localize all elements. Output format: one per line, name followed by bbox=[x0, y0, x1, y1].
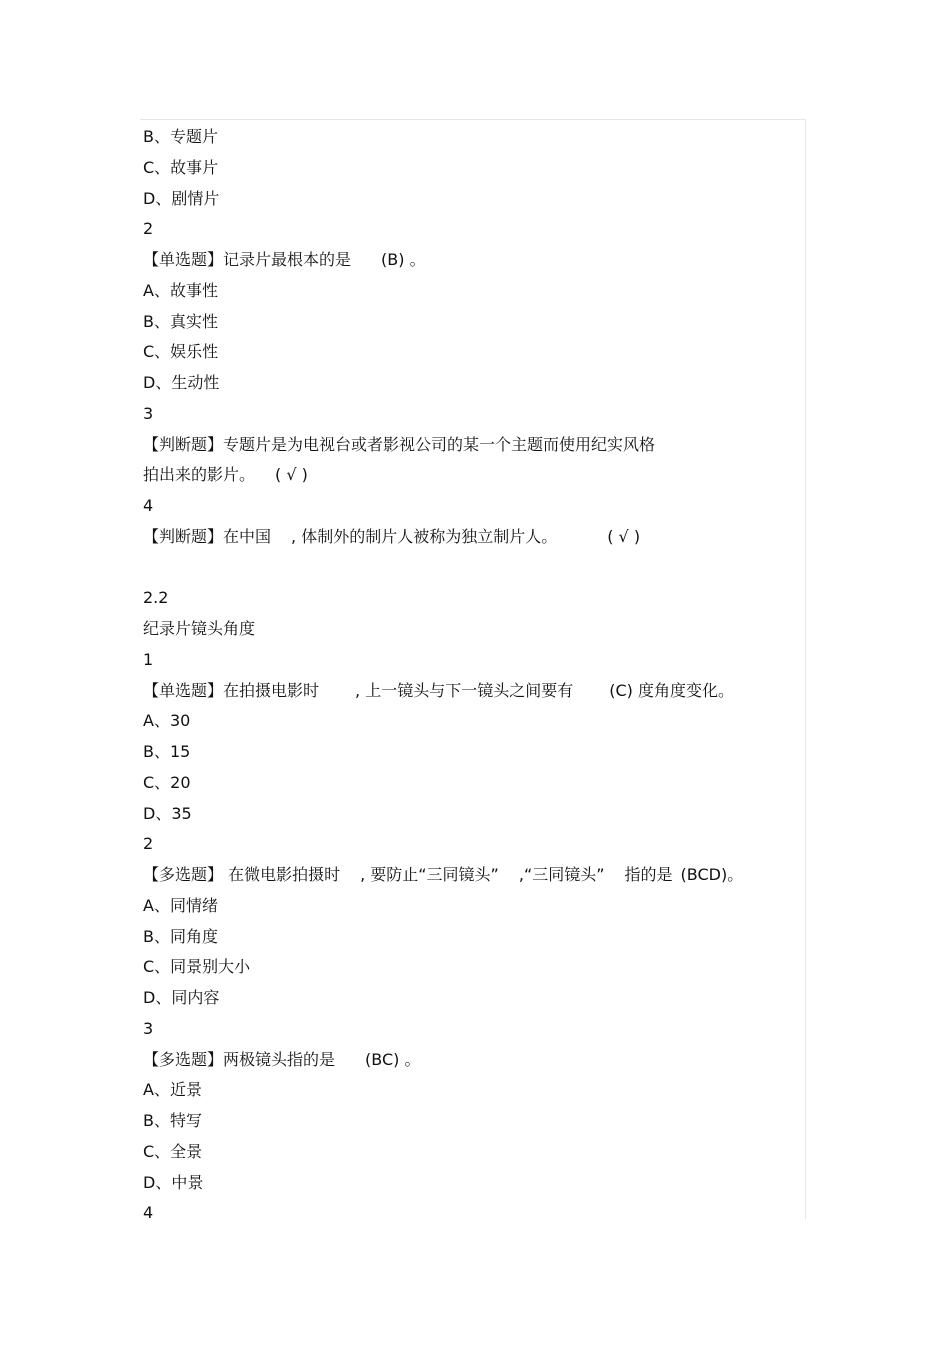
option-a: A、故事性 bbox=[143, 280, 218, 300]
option-c: C、同景别大小 bbox=[143, 957, 251, 977]
question-text bbox=[143, 860, 823, 891]
section-number: 2.2 bbox=[143, 588, 169, 608]
question-text bbox=[143, 245, 823, 276]
section-title: 纪录片镜头角度 bbox=[143, 619, 256, 638]
question-stem-continued: , 要防止“三同镜头” bbox=[360, 865, 499, 884]
option-c: C、全景 bbox=[143, 1141, 203, 1161]
option-c-gushipian: C、故事片 bbox=[143, 157, 219, 177]
question-answer: (C) 度角度变化。 bbox=[609, 680, 734, 700]
question-number: 1 bbox=[143, 649, 154, 669]
question-answer: ( √ ) bbox=[275, 465, 308, 485]
question-number: 4 bbox=[143, 496, 154, 515]
question-answer: (BCD)。 bbox=[680, 865, 744, 884]
question-answer: (B) 。 bbox=[381, 250, 426, 269]
question-stem-continued: , 体制外的制片人被称为独立制片人。 bbox=[291, 526, 558, 546]
blank-line bbox=[143, 553, 823, 584]
question-stem: 【单选题】记录片最根本的是 bbox=[143, 250, 352, 269]
option-b: B、15 bbox=[143, 742, 191, 761]
question-stem: 【单选题】在拍摄电影时 bbox=[143, 680, 320, 700]
option-a: A、近景 bbox=[143, 1080, 202, 1100]
question-stem-continued: , 上一镜头与下一镜头之间要有 bbox=[355, 680, 574, 700]
option-a: A、同情绪 bbox=[143, 895, 218, 915]
question-text bbox=[143, 522, 823, 553]
question-stem: 【多选题】 在微电影拍摄时 bbox=[143, 865, 341, 884]
question-stem: 【判断题】在中国 bbox=[143, 526, 272, 546]
option-b: B、特写 bbox=[143, 1111, 202, 1130]
document-body bbox=[143, 122, 823, 1229]
question-text bbox=[143, 676, 823, 707]
option-b: B、同角度 bbox=[143, 926, 218, 946]
question-number: 2 bbox=[143, 834, 154, 854]
option-d-juqingpian: D、剧情片 bbox=[143, 188, 220, 208]
option-c: C、娱乐性 bbox=[143, 342, 219, 362]
question-answer: ( √ ) bbox=[607, 526, 641, 546]
question-text-continued bbox=[143, 460, 823, 491]
question-stem-continued: ,“三同镜头” bbox=[518, 865, 605, 884]
question-text: 【判断题】专题片是为电视台或者影视公司的某一个主题而使用纪实风格 bbox=[143, 434, 656, 454]
option-d: D、35 bbox=[143, 803, 192, 823]
option-b-zhuantipian: B、专题片 bbox=[143, 127, 218, 146]
question-number: 3 bbox=[143, 1018, 154, 1038]
question-answer: (BC) 。 bbox=[365, 1049, 421, 1069]
question-text bbox=[143, 1045, 823, 1076]
option-a: A、30 bbox=[143, 711, 191, 731]
option-c: C、20 bbox=[143, 772, 191, 792]
question-number: 2 bbox=[143, 219, 154, 239]
question-stem: 拍出来的影片。 bbox=[143, 465, 256, 485]
option-d: D、同内容 bbox=[143, 988, 220, 1007]
question-number: 4 bbox=[143, 1203, 154, 1223]
option-b: B、真实性 bbox=[143, 311, 218, 331]
option-d: D、中景 bbox=[143, 1172, 204, 1192]
question-stem: 【多选题】两极镜头指的是 bbox=[143, 1049, 336, 1069]
question-stem-continued: 指的是 bbox=[624, 865, 673, 884]
question-number: 3 bbox=[143, 403, 154, 423]
option-d: D、生动性 bbox=[143, 373, 220, 392]
